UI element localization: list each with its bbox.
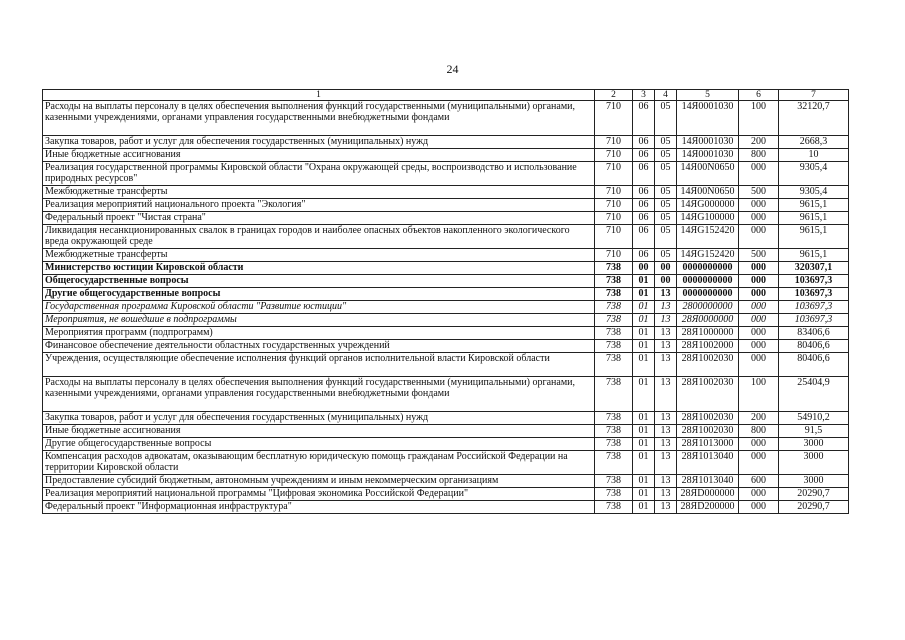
target-article-code-cell: 0000000000: [677, 288, 739, 301]
target-article-code-cell: 14ЯG152420: [677, 249, 739, 262]
table-row: [43, 327, 849, 340]
ministry-code-cell: 710: [595, 101, 633, 136]
subsection-code-cell: 05: [655, 225, 677, 249]
section-code-cell: 06: [633, 249, 655, 262]
target-article-code-cell: 14ЯG000000: [677, 199, 739, 212]
row-name-cell: Мероприятия, не вошедшие в подпрограммы: [43, 314, 595, 327]
budget-table: [42, 89, 849, 514]
table-row: [43, 425, 849, 438]
ministry-code-cell: 738: [595, 488, 633, 501]
target-article-code-cell: 14Я00N0650: [677, 162, 739, 186]
ministry-code-cell: 738: [595, 501, 633, 514]
section-code-cell: 06: [633, 136, 655, 149]
target-article-code-cell: 14ЯG100000: [677, 212, 739, 225]
ministry-code-cell: 710: [595, 136, 633, 149]
target-article-code-cell: 28Я1002030: [677, 377, 739, 412]
expense-type-code-cell: 000: [739, 288, 779, 301]
subsection-code-cell: 05: [655, 212, 677, 225]
row-name-cell: Закупка товаров, работ и услуг для обеспечения государственных (муниципальных) нужд: [43, 412, 595, 425]
section-code-cell: 01: [633, 301, 655, 314]
column-header: 4: [655, 90, 677, 101]
expense-type-code-cell: 200: [739, 136, 779, 149]
row-name-cell: Общегосударственные вопросы: [43, 275, 595, 288]
expense-type-code-cell: 000: [739, 301, 779, 314]
column-header: 1: [43, 90, 595, 101]
amount-cell: 9615,1: [779, 199, 849, 212]
subsection-code-cell: 13: [655, 501, 677, 514]
row-name-cell: Государственная программа Кировской области "Развитие юстиции": [43, 301, 595, 314]
table-row: [43, 101, 849, 136]
ministry-code-cell: 738: [595, 438, 633, 451]
section-code-cell: 06: [633, 212, 655, 225]
amount-cell: 80406,6: [779, 353, 849, 377]
expense-type-code-cell: 800: [739, 425, 779, 438]
amount-cell: 2668,3: [779, 136, 849, 149]
section-code-cell: 00: [633, 262, 655, 275]
subsection-code-cell: 05: [655, 101, 677, 136]
table-row: [43, 199, 849, 212]
section-code-cell: 06: [633, 101, 655, 136]
section-code-cell: 01: [633, 327, 655, 340]
ministry-code-cell: 738: [595, 353, 633, 377]
row-name-cell: Другие общегосударственные вопросы: [43, 288, 595, 301]
section-code-cell: 01: [633, 275, 655, 288]
amount-cell: 80406,6: [779, 340, 849, 353]
section-code-cell: 06: [633, 149, 655, 162]
row-name-cell: Межбюджетные трансферты: [43, 249, 595, 262]
amount-cell: 103697,3: [779, 275, 849, 288]
target-article-code-cell: 28Я0000000: [677, 314, 739, 327]
section-code-cell: 01: [633, 488, 655, 501]
amount-cell: 320307,1: [779, 262, 849, 275]
target-article-code-cell: 28ЯD000000: [677, 488, 739, 501]
expense-type-code-cell: 000: [739, 327, 779, 340]
subsection-code-cell: 13: [655, 488, 677, 501]
ministry-code-cell: 738: [595, 314, 633, 327]
ministry-code-cell: 710: [595, 186, 633, 199]
section-code-cell: 01: [633, 377, 655, 412]
expense-type-code-cell: 000: [739, 162, 779, 186]
ministry-code-cell: 738: [595, 262, 633, 275]
section-code-cell: 01: [633, 438, 655, 451]
table-row: [43, 186, 849, 199]
ministry-code-cell: 710: [595, 225, 633, 249]
ministry-code-cell: 738: [595, 425, 633, 438]
target-article-code-cell: 28ЯD200000: [677, 501, 739, 514]
row-name-cell: Учреждения, осуществляющие обеспечение исполнения функций органов исполнительной власти Кировской области: [43, 353, 595, 377]
ministry-code-cell: 738: [595, 451, 633, 475]
target-article-code-cell: 0000000000: [677, 275, 739, 288]
subsection-code-cell: 13: [655, 377, 677, 412]
amount-cell: 20290,7: [779, 488, 849, 501]
ministry-code-cell: 738: [595, 301, 633, 314]
section-code-cell: 01: [633, 412, 655, 425]
row-name-cell: Мероприятия программ (подпрограмм): [43, 327, 595, 340]
table-row: [43, 301, 849, 314]
table-row: [43, 412, 849, 425]
subsection-code-cell: 05: [655, 186, 677, 199]
subsection-code-cell: 05: [655, 249, 677, 262]
expense-type-code-cell: 000: [739, 340, 779, 353]
table-row: [43, 249, 849, 262]
subsection-code-cell: 13: [655, 425, 677, 438]
table-row: [43, 136, 849, 149]
target-article-code-cell: 28Я1013040: [677, 451, 739, 475]
ministry-code-cell: 738: [595, 412, 633, 425]
amount-cell: 9305,4: [779, 162, 849, 186]
table-row: [43, 451, 849, 475]
expense-type-code-cell: 800: [739, 149, 779, 162]
table-row: [43, 288, 849, 301]
section-code-cell: 01: [633, 353, 655, 377]
section-code-cell: 01: [633, 501, 655, 514]
row-name-cell: Реализация государственной программы Кировской области "Охрана окружающей среды, воспроизводство и использование природных ресурсов": [43, 162, 595, 186]
row-name-cell: Федеральный проект "Информационная инфраструктура": [43, 501, 595, 514]
row-name-cell: Расходы на выплаты персоналу в целях обеспечения выполнения функций государственными (муниципальными) органами, казенными учреждениями, органами управления государственными внебюджетными фондами: [43, 377, 595, 412]
target-article-code-cell: 14Я00N0650: [677, 186, 739, 199]
target-article-code-cell: 28Я1002000: [677, 340, 739, 353]
ministry-code-cell: 738: [595, 327, 633, 340]
amount-cell: 3000: [779, 475, 849, 488]
table-row: [43, 475, 849, 488]
target-article-code-cell: 28Я1013040: [677, 475, 739, 488]
column-header: 6: [739, 90, 779, 101]
subsection-code-cell: 13: [655, 301, 677, 314]
ministry-code-cell: 738: [595, 340, 633, 353]
expense-type-code-cell: 100: [739, 101, 779, 136]
row-name-cell: Федеральный проект "Чистая страна": [43, 212, 595, 225]
section-code-cell: 06: [633, 162, 655, 186]
table-row: [43, 377, 849, 412]
ministry-code-cell: 710: [595, 249, 633, 262]
target-article-code-cell: 0000000000: [677, 262, 739, 275]
target-article-code-cell: 28Я1002030: [677, 412, 739, 425]
target-article-code-cell: 28Я1002030: [677, 353, 739, 377]
ministry-code-cell: 710: [595, 162, 633, 186]
row-name-cell: Финансовое обеспечение деятельности областных государственных учреждений: [43, 340, 595, 353]
header-row: [43, 90, 849, 101]
row-name-cell: Предоставление субсидий бюджетным, автономным учреждениям и иным некоммерческим организациям: [43, 475, 595, 488]
target-article-code-cell: 14Я0001030: [677, 136, 739, 149]
subsection-code-cell: 13: [655, 314, 677, 327]
column-header: 7: [779, 90, 849, 101]
table-row: [43, 262, 849, 275]
amount-cell: 10: [779, 149, 849, 162]
target-article-code-cell: 28Я1002030: [677, 425, 739, 438]
amount-cell: 3000: [779, 438, 849, 451]
row-name-cell: Закупка товаров, работ и услуг для обеспечения государственных (муниципальных) нужд: [43, 136, 595, 149]
expense-type-code-cell: 000: [739, 451, 779, 475]
expense-type-code-cell: 500: [739, 186, 779, 199]
expense-type-code-cell: 000: [739, 314, 779, 327]
table-row: [43, 149, 849, 162]
section-code-cell: 01: [633, 314, 655, 327]
subsection-code-cell: 13: [655, 288, 677, 301]
table-row: [43, 340, 849, 353]
ministry-code-cell: 738: [595, 377, 633, 412]
row-name-cell: Иные бюджетные ассигнования: [43, 425, 595, 438]
expense-type-code-cell: 000: [739, 438, 779, 451]
section-code-cell: 01: [633, 288, 655, 301]
ministry-code-cell: 710: [595, 212, 633, 225]
target-article-code-cell: 14ЯG152420: [677, 225, 739, 249]
amount-cell: 9615,1: [779, 212, 849, 225]
table-row: [43, 438, 849, 451]
table-body: [43, 101, 849, 514]
amount-cell: 91,5: [779, 425, 849, 438]
table-row: [43, 314, 849, 327]
table-row: [43, 353, 849, 377]
amount-cell: 32120,7: [779, 101, 849, 136]
amount-cell: 54910,2: [779, 412, 849, 425]
subsection-code-cell: 05: [655, 162, 677, 186]
row-name-cell: Ликвидация несанкционированных свалок в границах городов и наиболее опасных объектов накопленного экологического вреда окружающей среде: [43, 225, 595, 249]
subsection-code-cell: 13: [655, 412, 677, 425]
target-article-code-cell: 28Я1013000: [677, 438, 739, 451]
section-code-cell: 06: [633, 199, 655, 212]
column-header: 2: [595, 90, 633, 101]
table-row: [43, 212, 849, 225]
section-code-cell: 01: [633, 425, 655, 438]
expense-type-code-cell: 000: [739, 262, 779, 275]
section-code-cell: 01: [633, 475, 655, 488]
target-article-code-cell: 14Я0001030: [677, 101, 739, 136]
subsection-code-cell: 13: [655, 475, 677, 488]
ministry-code-cell: 710: [595, 199, 633, 212]
column-header: 5: [677, 90, 739, 101]
row-name-cell: Иные бюджетные ассигнования: [43, 149, 595, 162]
amount-cell: 83406,6: [779, 327, 849, 340]
amount-cell: 3000: [779, 451, 849, 475]
amount-cell: 103697,3: [779, 301, 849, 314]
subsection-code-cell: 05: [655, 136, 677, 149]
target-article-code-cell: 14Я0001030: [677, 149, 739, 162]
row-name-cell: Расходы на выплаты персоналу в целях обеспечения выполнения функций государственными (муниципальными) органами, казенными учреждениями, органами управления государственными внебюджетными фондами: [43, 101, 595, 136]
table-row: [43, 501, 849, 514]
subsection-code-cell: 05: [655, 199, 677, 212]
expense-type-code-cell: 100: [739, 377, 779, 412]
row-name-cell: Другие общегосударственные вопросы: [43, 438, 595, 451]
amount-cell: 25404,9: [779, 377, 849, 412]
target-article-code-cell: 28Я1000000: [677, 327, 739, 340]
expense-type-code-cell: 000: [739, 353, 779, 377]
expense-type-code-cell: 500: [739, 249, 779, 262]
amount-cell: 103697,3: [779, 288, 849, 301]
subsection-code-cell: 13: [655, 438, 677, 451]
subsection-code-cell: 00: [655, 275, 677, 288]
ministry-code-cell: 738: [595, 475, 633, 488]
target-article-code-cell: 2800000000: [677, 301, 739, 314]
section-code-cell: 06: [633, 225, 655, 249]
expense-type-code-cell: 000: [739, 501, 779, 514]
table-row: [43, 162, 849, 186]
amount-cell: 103697,3: [779, 314, 849, 327]
subsection-code-cell: 13: [655, 353, 677, 377]
expense-type-code-cell: 000: [739, 199, 779, 212]
amount-cell: 9615,1: [779, 249, 849, 262]
expense-type-code-cell: 600: [739, 475, 779, 488]
expense-type-code-cell: 000: [739, 488, 779, 501]
section-code-cell: 01: [633, 451, 655, 475]
expense-type-code-cell: 000: [739, 225, 779, 249]
expense-type-code-cell: 200: [739, 412, 779, 425]
subsection-code-cell: 00: [655, 262, 677, 275]
row-name-cell: Реализация мероприятий национального проекта "Экология": [43, 199, 595, 212]
expense-type-code-cell: 000: [739, 212, 779, 225]
table-row: [43, 225, 849, 249]
ministry-code-cell: 738: [595, 288, 633, 301]
subsection-code-cell: 13: [655, 327, 677, 340]
amount-cell: 9305,4: [779, 186, 849, 199]
row-name-cell: Реализация мероприятий национальной программы "Цифровая экономика Российской Федерации": [43, 488, 595, 501]
amount-cell: 9615,1: [779, 225, 849, 249]
page-number: 24: [446, 62, 459, 76]
row-name-cell: Министерство юстиции Кировской области: [43, 262, 595, 275]
amount-cell: 20290,7: [779, 501, 849, 514]
row-name-cell: Межбюджетные трансферты: [43, 186, 595, 199]
row-name-cell: Компенсация расходов адвокатам, оказывающим бесплатную юридическую помощь гражданам Российской Федерации на территории Кировской области: [43, 451, 595, 475]
ministry-code-cell: 738: [595, 275, 633, 288]
expense-type-code-cell: 000: [739, 275, 779, 288]
section-code-cell: 06: [633, 186, 655, 199]
ministry-code-cell: 710: [595, 149, 633, 162]
subsection-code-cell: 13: [655, 451, 677, 475]
subsection-code-cell: 13: [655, 340, 677, 353]
table-row: [43, 488, 849, 501]
table-row: [43, 275, 849, 288]
column-header: 3: [633, 90, 655, 101]
section-code-cell: 01: [633, 340, 655, 353]
subsection-code-cell: 05: [655, 149, 677, 162]
